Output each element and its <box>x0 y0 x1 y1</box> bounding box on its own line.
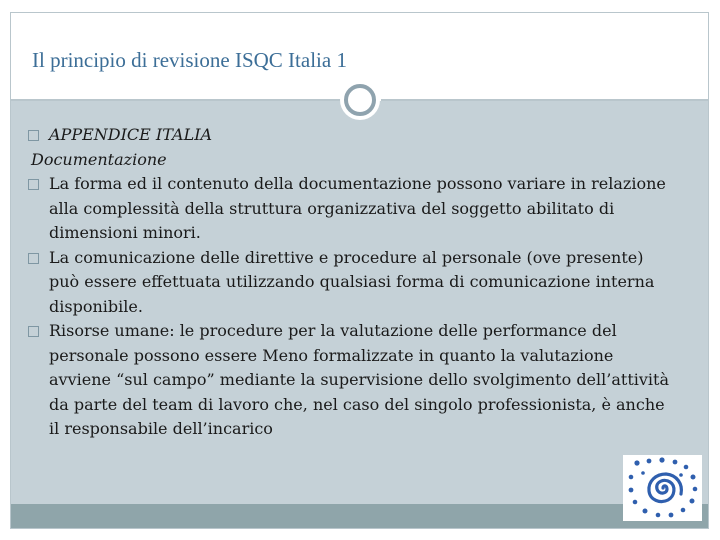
bullet-item <box>28 319 678 442</box>
spiral-logo-icon <box>623 455 702 521</box>
slide-title: Il principio di revisione ISQC Italia 1 <box>32 48 347 72</box>
ring-ornament-icon <box>340 80 380 120</box>
square-outline-bullet-icon <box>28 326 39 337</box>
title-divider-left <box>11 99 341 101</box>
ornament-ring <box>344 84 376 116</box>
bullet-text: La forma ed il contenuto della documentazione possono variare in relazione alla complessità della struttura organizzativa del soggetto abilitato di dimensioni minori. <box>49 174 666 242</box>
square-outline-bullet-icon <box>28 130 39 141</box>
section-heading-line <box>28 123 678 148</box>
spiral-logo-graphic <box>623 455 702 521</box>
square-outline-bullet-icon <box>28 179 39 190</box>
bullet-item <box>28 172 678 246</box>
square-outline-bullet-icon <box>28 253 39 264</box>
bullet-item <box>28 246 678 320</box>
footer-bar <box>11 504 708 528</box>
bullet-text: Risorse umane: le procedure per la valutazione delle performance del personale possono essere Meno formalizzate in quanto la valutazione avviene “sul campo” mediante la supervisione dello svolgimento dell’attività da parte del team di lavoro che, nel caso del singolo professionista, è anche il responsabile dell’incarico <box>49 321 669 438</box>
bullet-text: La comunicazione delle direttive e procedure al personale (ove presente) può essere effettuata utilizzando qualsiasi forma di comunicazione interna disponibile. <box>49 247 655 316</box>
subheading: Documentazione <box>31 149 167 169</box>
section-heading: APPENDICE ITALIA <box>49 125 213 144</box>
title-divider-right <box>381 99 708 101</box>
slide-body <box>28 123 678 442</box>
